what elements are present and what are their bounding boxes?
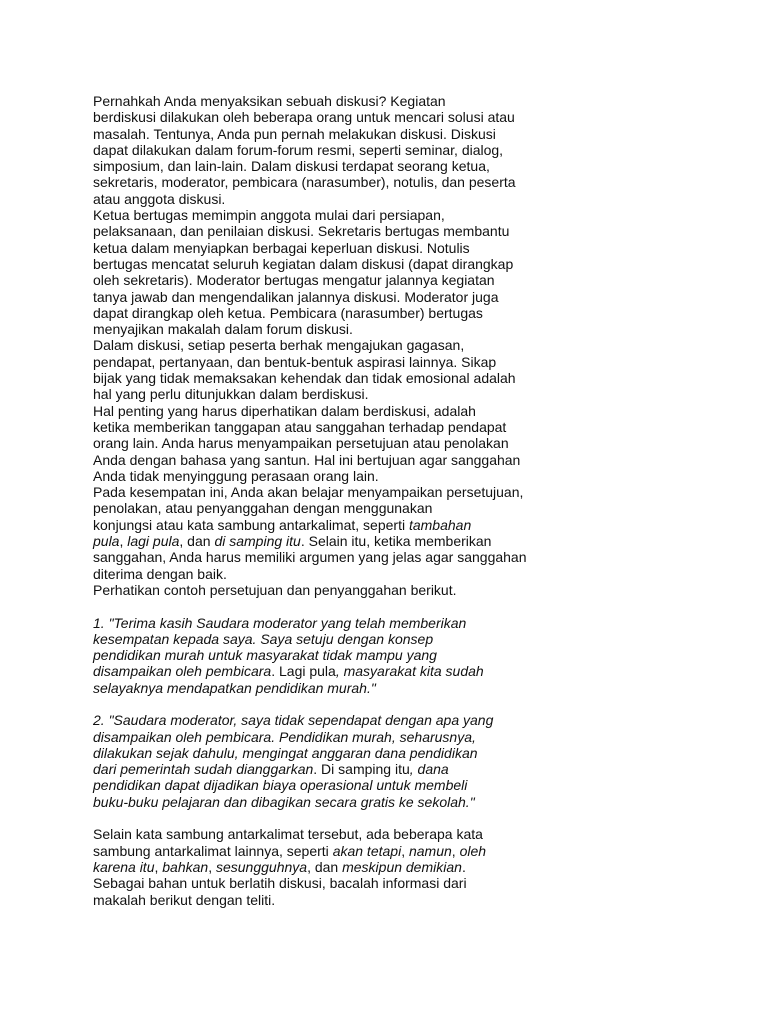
text-run: Anda tidak menyinggung perasaan orang lain. xyxy=(93,467,379,484)
text-run: . xyxy=(461,858,466,875)
text-run: , xyxy=(208,858,216,875)
text-run: , dan xyxy=(179,533,215,550)
italic-text-run: bahkan xyxy=(162,858,209,875)
paragraph xyxy=(93,712,553,810)
text-line xyxy=(93,794,553,810)
text-line xyxy=(93,631,553,647)
italic-text-run: , dana xyxy=(409,761,449,778)
text-run: menyajikan makalah dalam forum diskusi. xyxy=(93,321,353,338)
italic-text-run: akan tetapi xyxy=(332,842,402,859)
text-run: Pada kesempatan ini, Anda akan belajar menyampaikan persetujuan, xyxy=(93,484,524,501)
text-run: diterima dengan baik. xyxy=(93,565,227,582)
italic-text-run: 2. "Saudara moderator, saya tidak sependapat dengan apa yang xyxy=(93,712,494,729)
italic-text-run: buku-buku pelajaran dan dibagikan secara gratis ke sekolah." xyxy=(93,793,475,810)
text-line xyxy=(93,859,553,875)
text-line xyxy=(93,729,553,745)
italic-text-run: pula xyxy=(93,533,120,550)
text-line xyxy=(93,468,553,484)
italic-text-run: disampaikan oleh pembicara xyxy=(93,663,272,680)
text-run: pelaksanaan, dan penilaian diskusi. Sekretaris bertugas membantu xyxy=(93,223,510,240)
text-line xyxy=(93,761,553,777)
text-line xyxy=(93,289,553,305)
text-line xyxy=(93,533,553,549)
text-line xyxy=(93,337,553,353)
document-page xyxy=(93,93,553,908)
text-line xyxy=(93,777,553,793)
text-line xyxy=(93,223,553,239)
text-line xyxy=(93,843,553,859)
text-run: Sebagai bahan untuk berlatih diskusi, bacalah informasi dari xyxy=(93,875,467,892)
text-line xyxy=(93,566,553,582)
text-line xyxy=(93,484,553,500)
paragraph xyxy=(93,337,553,402)
text-line xyxy=(93,875,553,891)
paragraph xyxy=(93,403,553,484)
text-line xyxy=(93,207,553,223)
text-line xyxy=(93,321,553,337)
text-run: , dan xyxy=(307,858,343,875)
text-line xyxy=(93,452,553,468)
italic-text-run: sesungguhnya xyxy=(215,858,308,875)
text-line xyxy=(93,892,553,908)
italic-text-run: namun xyxy=(408,842,452,859)
text-run: Anda dengan bahasa yang santun. Hal ini bertujuan agar sanggahan xyxy=(93,451,521,468)
text-run: sekretaris, moderator, pembicara (narasumber), notulis, dan peserta xyxy=(93,174,516,191)
text-line xyxy=(93,305,553,321)
text-run: Hal penting yang harus diperhatikan dalam berdiskusi, adalah xyxy=(93,402,476,419)
text-run: oleh sekretaris). Moderator bertugas mengatur jalannya kegiatan xyxy=(93,272,495,289)
text-line xyxy=(93,386,553,402)
text-run: . Di samping itu xyxy=(313,761,410,778)
text-line xyxy=(93,126,553,142)
italic-text-run: lagi pula xyxy=(127,533,180,550)
text-run: atau anggota diskusi. xyxy=(93,190,226,207)
text-run: dapat dirangkap oleh ketua. Pembicara (narasumber) bertugas xyxy=(93,304,483,321)
text-run: simposium, dan lain-lain. Dalam diskusi terdapat seorang ketua, xyxy=(93,158,490,175)
paragraph-gap xyxy=(93,696,553,712)
text-run: . Lagi pula xyxy=(271,663,336,680)
text-line xyxy=(93,272,553,288)
paragraph-gap xyxy=(93,810,553,826)
text-run: makalah berikut dengan teliti. xyxy=(93,891,276,908)
text-line xyxy=(93,712,553,728)
italic-text-run: kesempatan kepada saya. Saya setuju dengan konsep xyxy=(93,630,434,647)
italic-text-run: di samping itu xyxy=(214,533,301,550)
text-run: sanggahan, Anda harus memiliki argumen yang jelas agar sanggahan xyxy=(93,549,527,566)
text-line xyxy=(93,419,553,435)
text-run: konjungsi atau kata sambung antarkalimat, seperti xyxy=(93,516,409,533)
text-line xyxy=(93,109,553,125)
text-run: pendapat, pertanyaan, dan bentuk-bentuk aspirasi lainnya. Sikap xyxy=(93,353,497,370)
text-line xyxy=(93,174,553,190)
text-run: Pernahkah Anda menyaksikan sebuah diskusi? Kegiatan xyxy=(93,93,446,109)
paragraph xyxy=(93,615,553,696)
text-run: Dalam diskusi, setiap peserta berhak mengajukan gagasan, xyxy=(93,337,465,354)
italic-text-run: dilakukan sejak dahulu, mengingat anggaran dana pendidikan xyxy=(93,744,478,761)
italic-text-run: dari pemerintah sudah dianggarkan xyxy=(93,761,314,778)
text-run: Selain kata sambung antarkalimat tersebut, ada beberapa kata xyxy=(93,826,483,843)
text-run: ketika memberikan tanggapan atau sanggahan terhadap pendapat xyxy=(93,418,507,435)
text-line xyxy=(93,93,553,109)
paragraph xyxy=(93,93,553,207)
italic-text-run: karena itu xyxy=(93,858,155,875)
text-run: , xyxy=(154,858,163,875)
text-run: masalah. Tentunya, Anda pun pernah melakukan diskusi. Diskusi xyxy=(93,125,496,142)
text-line xyxy=(93,191,553,207)
text-line xyxy=(93,256,553,272)
text-run: ketua dalam menyiapkan berbagai keperluan diskusi. Notulis xyxy=(93,239,470,256)
text-line xyxy=(93,354,553,370)
text-line xyxy=(93,745,553,761)
text-run: bijak yang tidak memaksakan kehendak dan tidak emosional adalah xyxy=(93,370,516,387)
text-run: hal yang perlu ditunjukkan dalam berdiskusi. xyxy=(93,386,369,403)
text-run: , xyxy=(119,533,128,550)
text-run: berdiskusi dilakukan oleh beberapa orang untuk mencari solusi atau xyxy=(93,109,515,126)
text-line xyxy=(93,680,553,696)
text-line xyxy=(93,370,553,386)
italic-text-run: selayaknya mendapatkan pendidikan murah." xyxy=(93,679,376,696)
text-line xyxy=(93,500,553,516)
italic-text-run: pendidikan murah untuk masyarakat tidak mampu yang xyxy=(93,647,437,664)
text-line xyxy=(93,517,553,533)
text-line xyxy=(93,663,553,679)
text-run: bertugas mencatat seluruh kegiatan dalam diskusi (dapat dirangkap xyxy=(93,255,514,272)
text-run: sambung antarkalimat lainnya, seperti xyxy=(93,842,333,859)
text-line xyxy=(93,647,553,663)
paragraph xyxy=(93,826,553,907)
italic-text-run: meskipun demikian xyxy=(342,858,462,875)
text-run: , xyxy=(451,842,460,859)
text-line xyxy=(93,582,553,598)
text-run: . Selain itu, ketika memberikan xyxy=(300,533,492,550)
text-line xyxy=(93,826,553,842)
text-line xyxy=(93,549,553,565)
paragraph xyxy=(93,207,553,337)
text-run: dapat dilakukan dalam forum-forum resmi, seperti seminar, dialog, xyxy=(93,141,504,158)
paragraph xyxy=(93,484,553,582)
text-line xyxy=(93,615,553,631)
paragraph xyxy=(93,582,553,598)
italic-text-run: , masyarakat kita sudah xyxy=(335,663,484,680)
text-run: Perhatikan contoh persetujuan dan penyanggahan berikut. xyxy=(93,581,457,598)
text-line xyxy=(93,403,553,419)
paragraph-gap xyxy=(93,598,553,614)
text-line xyxy=(93,158,553,174)
italic-text-run: 1. "Terima kasih Saudara moderator yang telah memberikan xyxy=(93,614,467,631)
text-run: Ketua bertugas memimpin anggota mulai dari persiapan, xyxy=(93,207,445,224)
text-run: , xyxy=(401,842,409,859)
italic-text-run: oleh xyxy=(459,842,487,859)
text-line xyxy=(93,142,553,158)
text-run: penolakan, atau penyanggahan dengan menggunakan xyxy=(93,500,433,517)
italic-text-run: tambahan xyxy=(408,516,472,533)
italic-text-run: pendidikan dapat dijadikan biaya operasional untuk membeli xyxy=(93,777,468,794)
text-run: tanya jawab dan mengendalikan jalannya diskusi. Moderator juga xyxy=(93,288,499,305)
text-run: orang lain. Anda harus menyampaikan persetujuan atau penolakan xyxy=(93,435,509,452)
italic-text-run: disampaikan oleh pembicara. Pendidikan murah, seharusnya, xyxy=(93,728,476,745)
text-line xyxy=(93,435,553,451)
text-line xyxy=(93,240,553,256)
